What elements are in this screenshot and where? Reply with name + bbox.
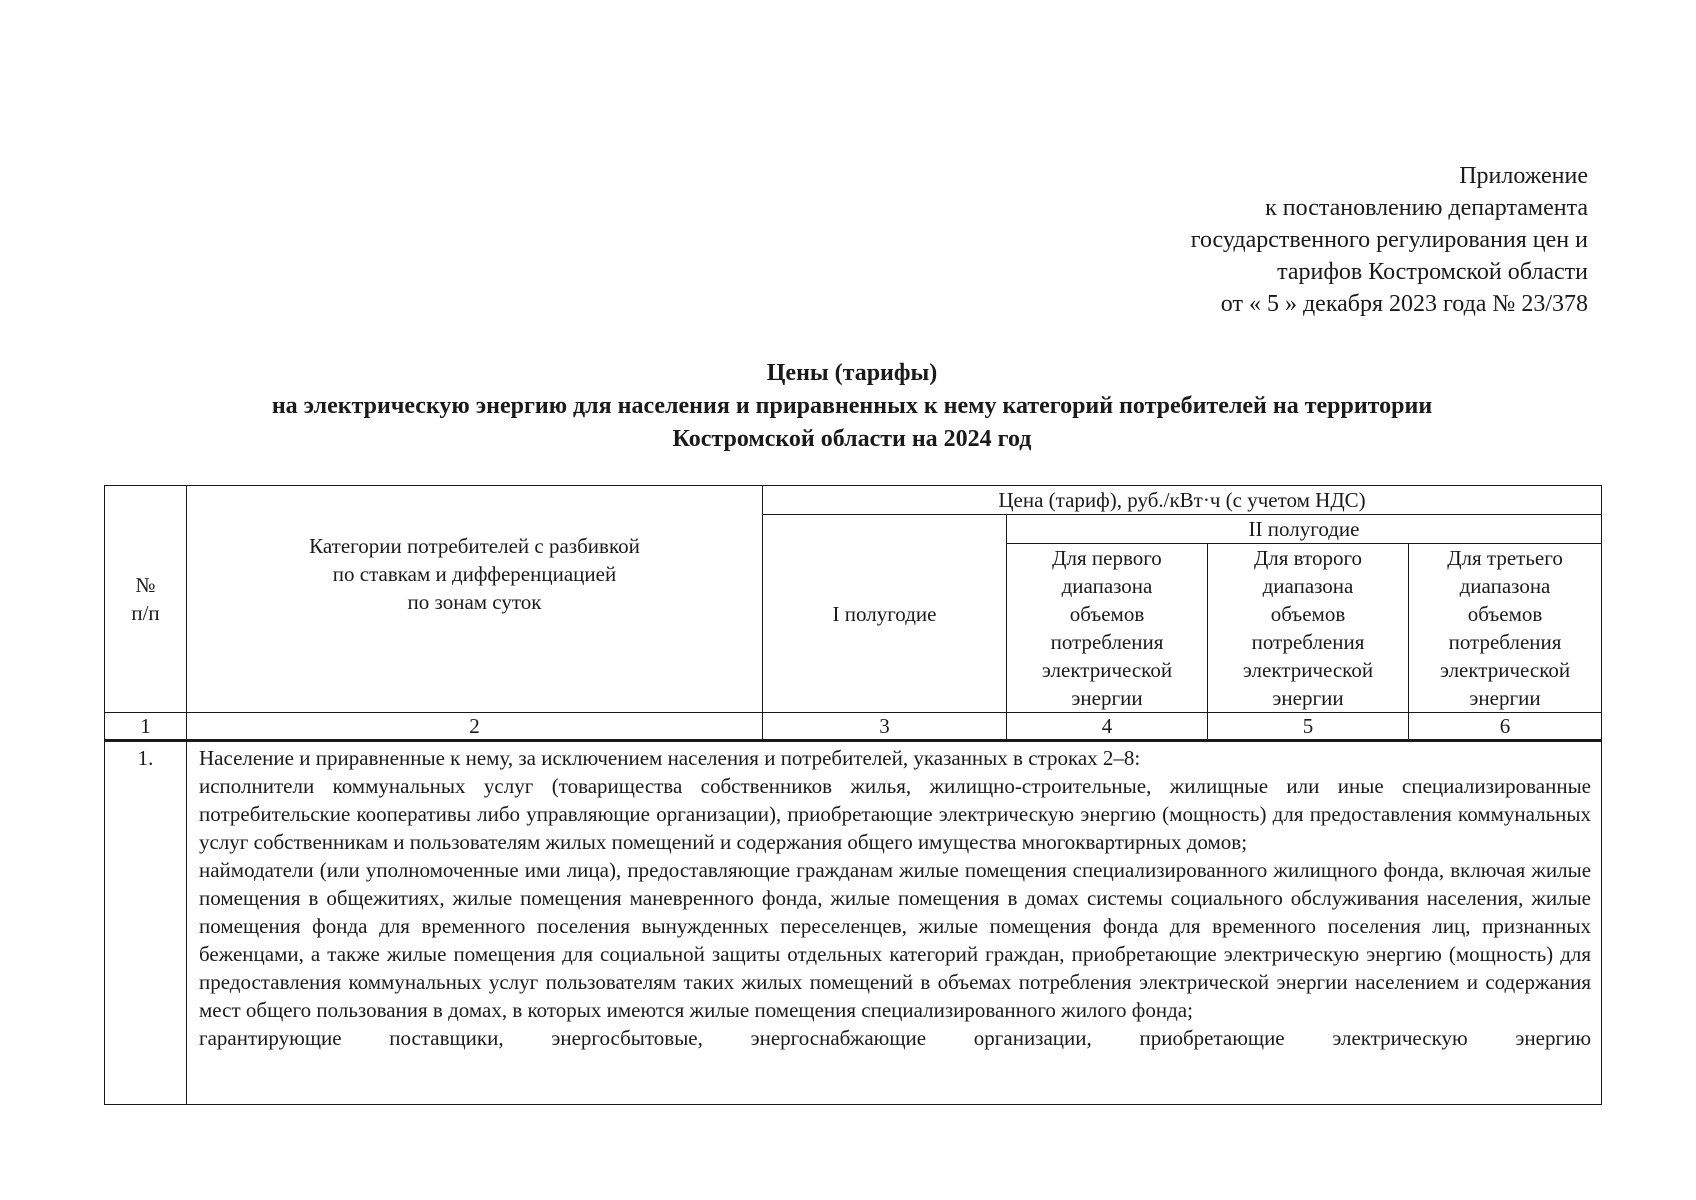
row-paragraph: наймодатели (или уполномоченные ими лица), предоставляющие гражданам жилые помещения специализированного жилищного фонда, включая жилые помещения в общежитиях, жилые помещения маневренного фонда, жилые помещения в домах системы социального обслуживания населения, жилые помещения фонда для временного поселения вынужденных переселенцев, жилые помещения фонда для временного поселения лиц, признанных беженцами, а также жилые помещения для социальной защиты отдельных категорий граждан, приобретающие электрическую энергию (мощность) для предоставления коммунальных услуг пользователям таких жилых помещений в объемах потребления электрической энергии населением и содержания мест общего пользования в домах, в которых имеются жилые помещения специализированного жилого фонда; <box>199 858 1592 1022</box>
column-number: 4 <box>1007 713 1208 741</box>
header-num <box>105 486 187 713</box>
header-range3-line: объемов <box>1467 602 1543 626</box>
appendix-line: тарифов Костромской области <box>1277 259 1588 285</box>
header-range2-line: потребления <box>1251 630 1365 654</box>
header-category-line: по зонам суток <box>407 590 542 614</box>
header-range2-line: Для второго <box>1253 546 1363 570</box>
document-title <box>104 357 1600 456</box>
header-num-line: № <box>135 573 156 597</box>
header-range2 <box>1208 544 1409 713</box>
header-range2-line: энергии <box>1272 686 1344 710</box>
column-number: 5 <box>1208 713 1409 741</box>
header-range3-line: энергии <box>1469 686 1541 710</box>
header-range1 <box>1007 544 1208 713</box>
header-range2-line: электрической <box>1242 658 1374 682</box>
appendix-line: государственного регулирования цен и <box>1190 227 1588 253</box>
appendix-line: Приложение <box>1459 163 1588 189</box>
header-category <box>187 486 763 713</box>
row-paragraph: исполнители коммунальных услуг (товарищества собственников жилья, жилищно-строительные, жилищные или иные специализированные потребительские кооперативы либо управляющие организации), приобретающие электрическую энергию (мощность) для предоставления коммунальных услуг собственникам и пользователям жилых помещений и содержания общего имущества многоквартирных домов; <box>199 774 1592 854</box>
header-range1-line: диапазона <box>1061 574 1153 598</box>
header-range3-line: электрической <box>1439 658 1571 682</box>
header-range1-line: потребления <box>1050 630 1164 654</box>
header-half1: I полугодие <box>763 515 1007 713</box>
header-range3-line: диапазона <box>1459 574 1551 598</box>
header-range1-line: энергии <box>1071 686 1143 710</box>
header-range3-line: потребления <box>1448 630 1562 654</box>
row-paragraph: гарантирующие поставщики, энергосбытовые, энергоснабжающие организации, приобретающие электрическую энергию <box>199 1026 1592 1050</box>
row-description <box>187 741 1602 1105</box>
appendix-line: к постановлению департамента <box>1265 195 1588 221</box>
table-row <box>105 741 1602 1105</box>
header-category-line: Категории потребителей с разбивкой <box>309 534 640 558</box>
title-line: Костромской области на 2024 год <box>672 426 1032 452</box>
title-line: Цены (тарифы) <box>766 360 938 386</box>
appendix-line: от « 5 » декабря 2023 года № 23/378 <box>1220 291 1588 317</box>
header-range1-line: Для первого <box>1052 546 1162 570</box>
header-price: Цена (тариф), руб./кВт·ч (с учетом НДС) <box>763 486 1602 515</box>
appendix-header <box>1191 160 1588 320</box>
header-range1-line: электрической <box>1041 658 1173 682</box>
row-number: 1. <box>105 741 187 1105</box>
header-range2-line: объемов <box>1270 602 1346 626</box>
title-line: на электрическую энергию для населения и приравненных к нему категорий потребителей на территории <box>271 393 1433 419</box>
header-range3-line: Для третьего <box>1447 546 1563 570</box>
header-category-line: по ставкам и дифференциацией <box>332 562 617 586</box>
tariff-table <box>104 485 1602 1105</box>
header-half2: II полугодие <box>1007 515 1602 544</box>
header-num-line: п/п <box>131 601 160 625</box>
column-number: 1 <box>105 713 187 741</box>
header-range1-line: объемов <box>1069 602 1145 626</box>
header-range2-line: диапазона <box>1262 574 1354 598</box>
row-paragraph: Население и приравненные к нему, за исключением населения и потребителей, указанных в строках 2–8: <box>199 746 1141 770</box>
header-range3 <box>1409 544 1602 713</box>
column-number-row <box>105 713 1602 741</box>
column-number: 3 <box>763 713 1007 741</box>
column-number: 2 <box>187 713 763 741</box>
column-number: 6 <box>1409 713 1602 741</box>
